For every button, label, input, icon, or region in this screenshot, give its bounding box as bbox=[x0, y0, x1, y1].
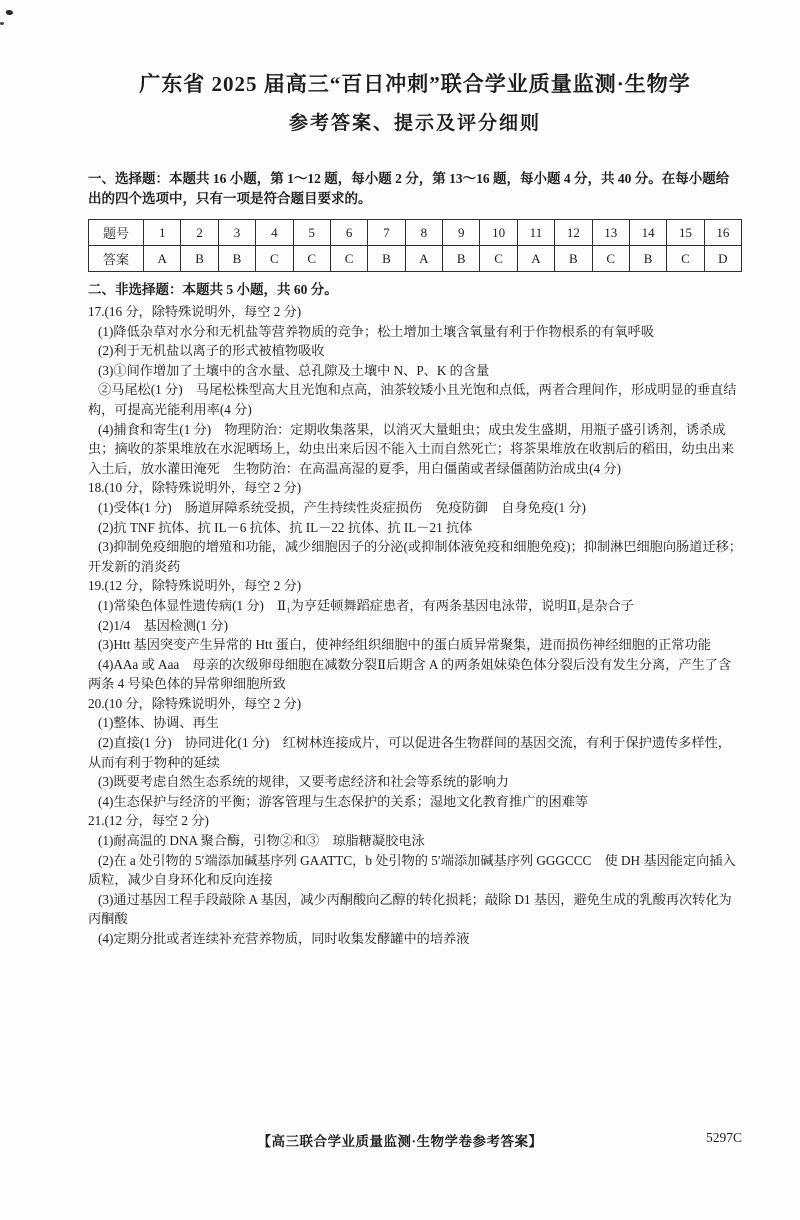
table-row-numbers bbox=[89, 220, 742, 246]
question-number-cell: 9 bbox=[443, 220, 480, 246]
question-block-21 bbox=[88, 811, 742, 948]
answer-line: (3)抑制免疫细胞的增殖和功能，减少细胞因子的分泌(或抑制体液免疫和细胞免疫)；抑制淋巴细胞向肠道迁移；开发新的消炎药 bbox=[88, 539, 742, 574]
answer-line: (3)通过基因工程手段敲除 A 基因，减少丙酮酸向乙醇的转化损耗；敲除 D1 基因，避免生成的乳酸再次转化为丙酮酸 bbox=[88, 891, 732, 927]
question-header: 20.(10 分，除特殊说明外，每空 2 分) bbox=[88, 695, 302, 711]
question-number-cell: 4 bbox=[256, 220, 293, 246]
answer-line: (4)生态保护与经济的平衡；游客管理与生态保护的关系；湿地文化教育推广的困难等 bbox=[98, 793, 589, 809]
answer-cell: B bbox=[181, 246, 218, 272]
answer-line: (2)在 a 处引物的 5′端添加碱基序列 GAATTC，b 处引物的 5′端添加碱基序列 GGGCCC 使 DH 基因能定向插入质粒，减少自身环化和反向连接 bbox=[88, 852, 736, 888]
answer-line: (1)受体(1 分) 肠道屏障系统受损，产生持续性炎症损伤 免疫防御 自身免疫(1 分) bbox=[98, 499, 586, 515]
answer-cell: B bbox=[443, 246, 480, 272]
question-number-cell: 14 bbox=[629, 220, 666, 246]
question-number-cell: 10 bbox=[480, 220, 517, 246]
question-number-cell: 13 bbox=[592, 220, 629, 246]
answer-table bbox=[88, 219, 742, 272]
answer-cell: A bbox=[144, 246, 181, 272]
questions bbox=[88, 302, 742, 949]
answer-cell: C bbox=[293, 246, 330, 272]
table-row-label: 答案 bbox=[89, 246, 144, 272]
answer-cell: B bbox=[368, 246, 405, 272]
answer-line: (3)Htt 基因突变产生异常的 Htt 蛋白，使神经组织细胞中的蛋白质异常聚集，进而损伤神经细胞的正常功能 bbox=[98, 637, 711, 653]
footer-code: 5297C bbox=[705, 1130, 742, 1145]
answer-line: (4)捕食和寄生(1 分) 物理防治：定期收集落果，以消灭大量蛆虫；成虫发生盛期，用瓶子盛引诱剂，诱杀成虫；摘收的茶果堆放在水泥晒场上，幼虫出来后因不能入土而自然死亡；将茶果堆放在收割后的稻田，幼虫出来入土后，放水灌田淹死 生物防治：在高温高湿的夏季，用白僵菌或者绿僵菌防治成虫(4 分) bbox=[88, 421, 735, 476]
answer-line: (4)AAa 或 Aaa 母亲的次级卵母细胞在减数分裂Ⅱ后期含 A 的两条姐妹染色体分裂后没有发生分离，产生了含两条 4 号染色体的异常卵细胞所致 bbox=[88, 656, 732, 692]
question-number-cell: 7 bbox=[368, 220, 405, 246]
question-number-cell: 16 bbox=[704, 220, 741, 246]
answer-line: (2)1/4 基因检测(1 分) bbox=[98, 617, 229, 633]
answer-cell: B bbox=[555, 246, 592, 272]
answer-cell: C bbox=[330, 246, 367, 272]
question-header: 18.(10 分，除特殊说明外，每空 2 分) bbox=[88, 480, 302, 496]
question-number-cell: 1 bbox=[144, 220, 181, 246]
answer-line: ②马尾松(1 分) 马尾松株型高大且光饱和点高，油茶较矮小且光饱和点低，两者合理间作，形成明显的垂直结构，可提高光能利用率(4 分) bbox=[88, 382, 737, 417]
table-row-label: 题号 bbox=[89, 220, 144, 246]
question-header: 21.(12 分，每空 2 分) bbox=[88, 813, 209, 829]
question-number-cell: 6 bbox=[330, 220, 367, 246]
answer-cell: A bbox=[517, 246, 554, 272]
question-number-cell: 8 bbox=[405, 220, 442, 246]
answer-line: (4)定期分批或者连续补充营养物质，同时收集发酵罐中的培养液 bbox=[98, 931, 470, 946]
answer-cell: B bbox=[218, 246, 255, 272]
footer-title: 【高三联合学业质量监测·生物学卷参考答案】 bbox=[257, 1134, 543, 1149]
page-footer bbox=[0, 1130, 800, 1152]
question-block-18 bbox=[88, 478, 742, 576]
answer-line: (1)耐高温的 DNA 聚合酶，引物②和③ 琼脂糖凝胶电泳 bbox=[98, 833, 425, 849]
question-number-cell: 15 bbox=[667, 220, 704, 246]
answer-line: (2)直接(1 分) 协同进化(1 分) 红树林连接成片，可以促进各生物群间的基因交流，有利于保护遗传多样性，从而有利于物种的延续 bbox=[88, 735, 731, 770]
answer-cell: D bbox=[704, 246, 741, 272]
question-block-17 bbox=[88, 302, 742, 478]
section1-heading: 一、选择题：本题共 16 小题，第 1～12 题，每小题 2 分，第 13～16 题，每小题 4 分，共 40 分。在每小题给出的四个选项中，只有一项是符合题目要求的。 bbox=[88, 171, 730, 206]
question-block-19 bbox=[88, 576, 742, 694]
question-number-cell: 3 bbox=[218, 220, 255, 246]
answer-cell: C bbox=[667, 246, 704, 272]
question-number-cell: 5 bbox=[293, 220, 330, 246]
answer-line: (2)利于无机盐以离子的形式被植物吸收 bbox=[98, 343, 325, 359]
table-row-answers bbox=[89, 246, 742, 272]
answer-line: (1)常染色体显性遗传病(1 分) Ⅱ₁为亨廷顿舞蹈症患者，有两条基因电泳带，说明Ⅱ₁是杂合子 bbox=[98, 597, 634, 613]
scan-artifact-small bbox=[0, 22, 4, 25]
answer-line: (3)①间作增加了土壤中的含水量、总孔隙及土壤中 N、P、K 的含量 bbox=[98, 362, 490, 378]
answer-cell: C bbox=[256, 246, 293, 272]
answer-cell: C bbox=[592, 246, 629, 272]
answer-line: (3)既要考虑自然生态系统的规律，又要考虑经济和社会等系统的影响力 bbox=[98, 774, 509, 790]
answer-line: (1)整体、协调、再生 bbox=[98, 715, 219, 731]
scan-artifact bbox=[6, 10, 13, 15]
answer-line: (2)抗 TNF 抗体、抗 IL－6 抗体、抗 IL－22 抗体、抗 IL－21 抗体 bbox=[98, 519, 473, 535]
section2-heading: 二、非选择题：本题共 5 小题，共 60 分。 bbox=[88, 282, 338, 297]
question-number-cell: 2 bbox=[181, 220, 218, 246]
answer-cell: B bbox=[629, 246, 666, 272]
question-number-cell: 11 bbox=[517, 220, 554, 246]
document-title-line2: 参考答案、提示及评分细则 bbox=[288, 113, 541, 134]
answer-cell: C bbox=[480, 246, 517, 272]
answer-cell: A bbox=[405, 246, 442, 272]
document-title-line1: 广东省 2025 届高三“百日冲刺”联合学业质量监测·生物学 bbox=[139, 72, 691, 96]
question-header: 17.(16 分，除特殊说明外，每空 2 分) bbox=[88, 304, 302, 319]
question-header: 19.(12 分，除特殊说明外，每空 2 分) bbox=[88, 578, 302, 594]
question-block-20 bbox=[88, 694, 742, 812]
question-number-cell: 12 bbox=[555, 220, 592, 246]
answer-line: (1)降低杂草对水分和无机盐等营养物质的竞争；松土增加土壤含氧量有利于作物根系的有氧呼吸 bbox=[98, 323, 655, 339]
